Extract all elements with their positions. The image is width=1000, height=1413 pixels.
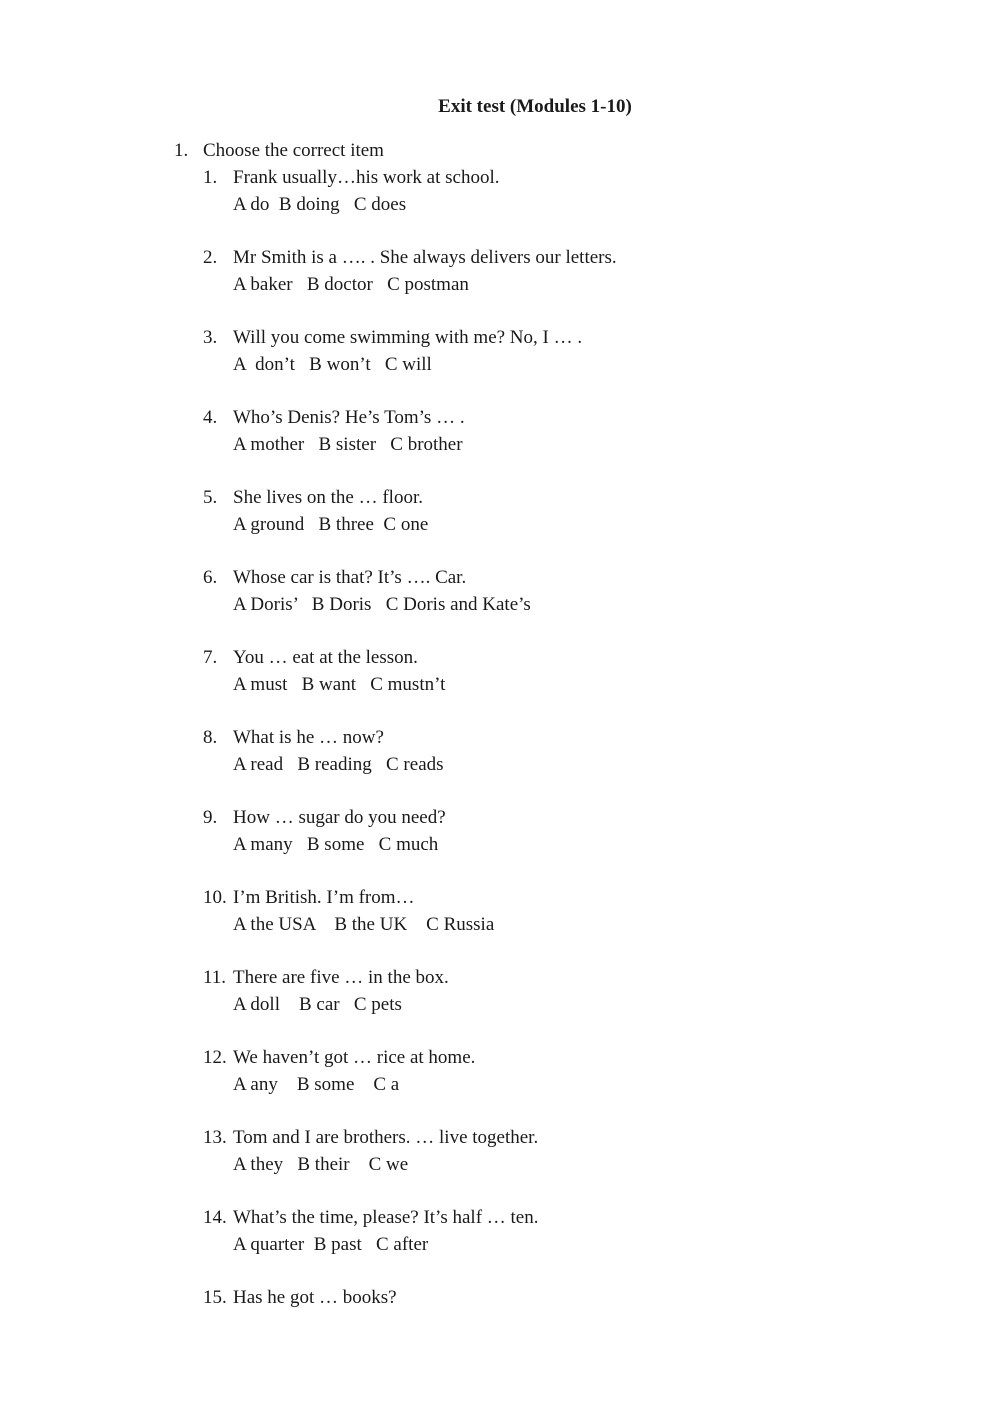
- question-item: [203, 244, 617, 298]
- question-text: Who’s Denis? He’s Tom’s … .: [233, 407, 465, 428]
- question-item: [203, 324, 582, 378]
- question-text: Frank usually…his work at school.: [233, 167, 500, 188]
- question-options: A quarter B past C after: [233, 1234, 429, 1255]
- question-text: We haven’t got … rice at home.: [233, 1047, 476, 1068]
- section-heading: [174, 138, 384, 164]
- question-item: [203, 804, 446, 858]
- question-number: 9.: [203, 807, 218, 828]
- question-text: Has he got … books?: [233, 1287, 397, 1308]
- question-options: A ground B three C one: [233, 514, 429, 535]
- question-number: 13.: [203, 1127, 227, 1148]
- page-title: Exit test (Modules 1-10): [438, 96, 632, 117]
- question-item: [203, 164, 500, 218]
- question-text: You … eat at the lesson.: [233, 647, 418, 668]
- question-text: Whose car is that? It’s …. Car.: [233, 567, 467, 588]
- question-item: [203, 564, 531, 618]
- question-number: 3.: [203, 327, 218, 348]
- question-item: [203, 1284, 397, 1311]
- question-options: A many B some C much: [233, 834, 439, 855]
- question-number: 15.: [203, 1287, 227, 1308]
- question-item: [203, 884, 494, 938]
- question-options: A mother B sister C brother: [233, 434, 463, 455]
- question-text: Tom and I are brothers. … live together.: [233, 1127, 539, 1148]
- question-item: [203, 644, 445, 698]
- question-options: A baker B doctor C postman: [233, 274, 469, 295]
- question-text: I’m British. I’m from…: [233, 887, 415, 908]
- question-number: 11.: [203, 967, 227, 988]
- question-item: [203, 964, 449, 1018]
- question-number: 7.: [203, 647, 218, 668]
- question-options: A do B doing C does: [233, 194, 407, 215]
- question-options: A don’t B won’t C will: [233, 354, 432, 375]
- question-item: [203, 1044, 475, 1098]
- question-item: [203, 1124, 538, 1178]
- section-number: 1.: [174, 140, 189, 161]
- question-text: Will you come swimming with me? No, I … .: [233, 327, 583, 348]
- question-text: How … sugar do you need?: [233, 807, 446, 828]
- question-options: A must B want C mustn’t: [233, 674, 446, 695]
- question-options: A doll B car C pets: [233, 994, 402, 1015]
- section-instruction: Choose the correct item: [203, 140, 384, 161]
- question-options: A the USA B the UK C Russia: [233, 914, 495, 935]
- question-text: There are five … in the box.: [233, 967, 449, 988]
- question-number: 8.: [203, 727, 218, 748]
- question-number: 1.: [203, 167, 218, 188]
- question-options: A read B reading C reads: [233, 754, 444, 775]
- question-text: What’s the time, please? It’s half … ten.: [233, 1207, 539, 1228]
- question-options: A they B their C we: [233, 1154, 409, 1175]
- question-number: 4.: [203, 407, 218, 428]
- question-number: 2.: [203, 247, 218, 268]
- question-options: A any B some C a: [233, 1074, 400, 1095]
- question-item: [203, 484, 428, 538]
- question-options: A Doris’ B Doris C Doris and Kate’s: [233, 594, 531, 615]
- question-number: 6.: [203, 567, 218, 588]
- question-item: [203, 1204, 538, 1258]
- question-text: Mr Smith is a …. . She always delivers our letters.: [233, 247, 617, 268]
- question-item: [203, 404, 465, 458]
- question-item: [203, 724, 444, 778]
- question-text: She lives on the … floor.: [233, 487, 423, 508]
- question-number: 10.: [203, 887, 227, 908]
- question-number: 5.: [203, 487, 218, 508]
- question-number: 12.: [203, 1047, 227, 1068]
- question-number: 14.: [203, 1207, 227, 1228]
- question-text: What is he … now?: [233, 727, 384, 748]
